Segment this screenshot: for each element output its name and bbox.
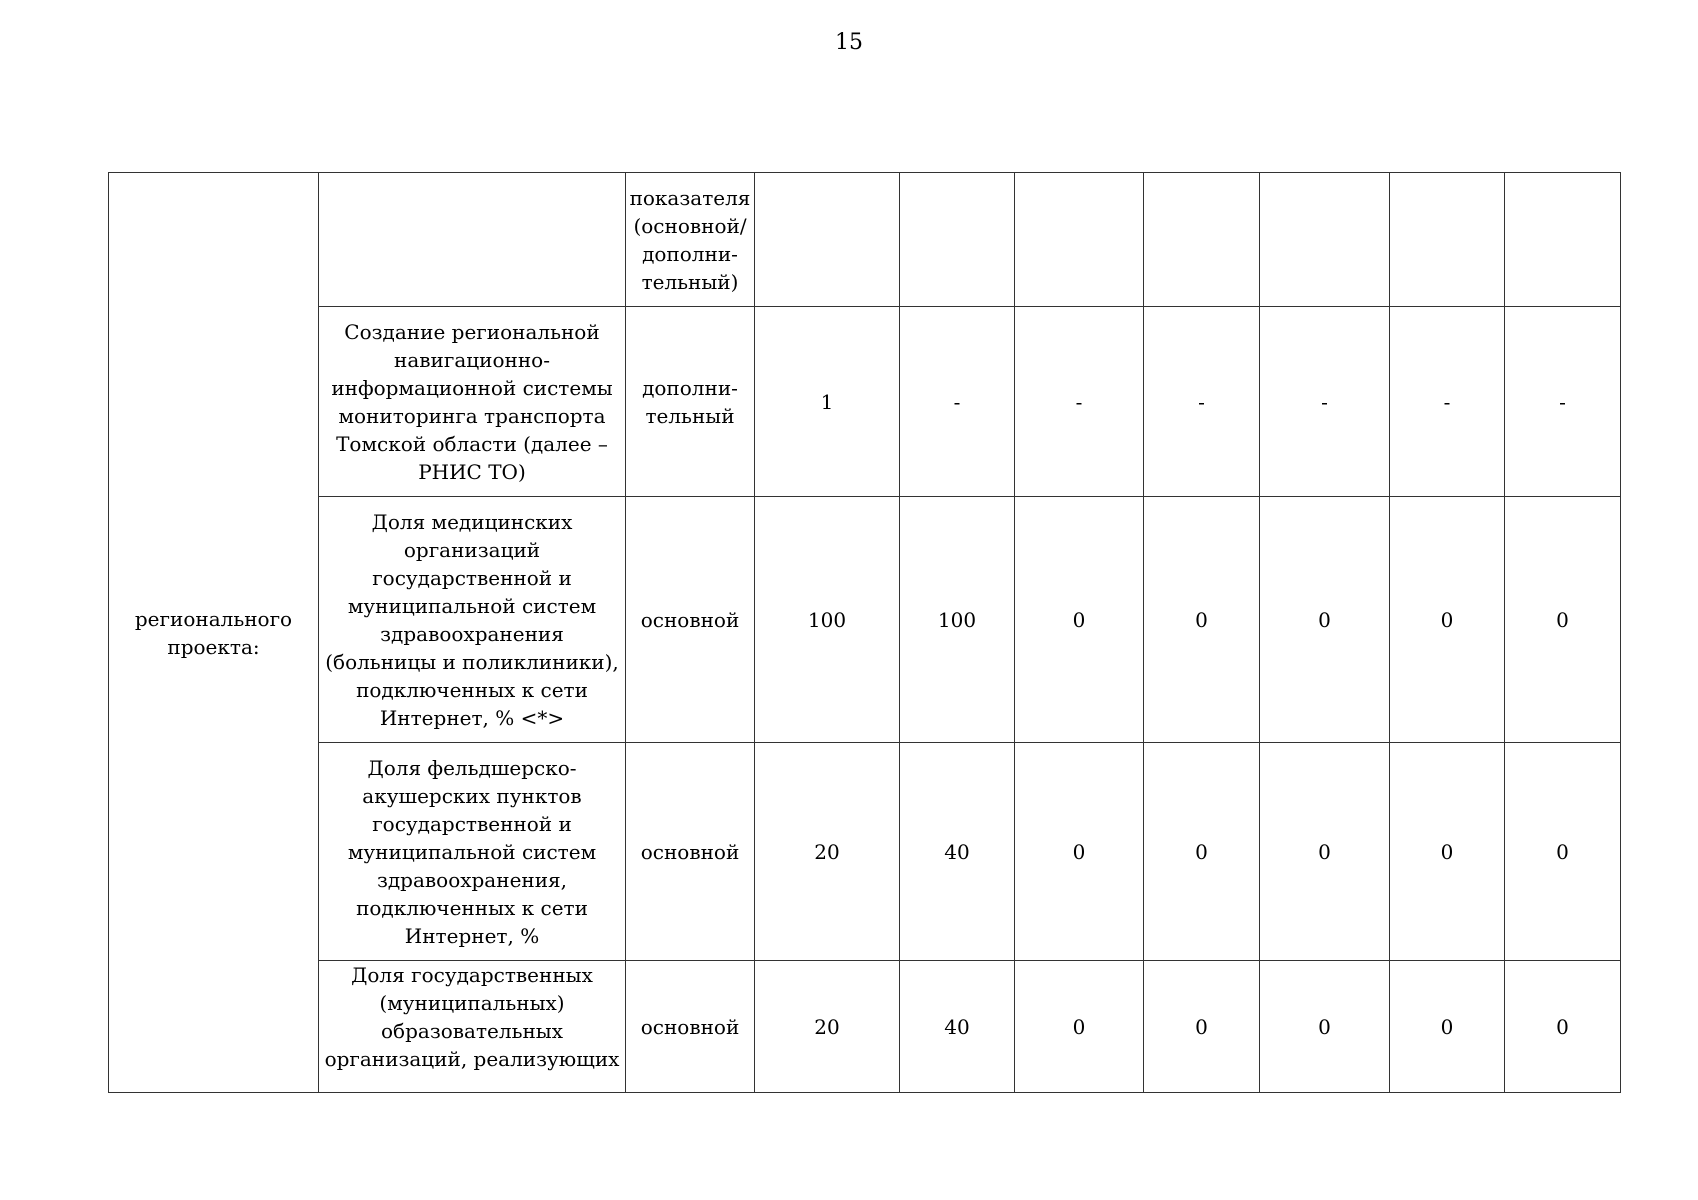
- value-cell: -: [1390, 307, 1505, 497]
- indicator-type-line: основной: [640, 1014, 740, 1039]
- value-cell: 40: [900, 743, 1015, 961]
- header-value-cell: [1015, 173, 1144, 307]
- header-value-cell: [1260, 173, 1390, 307]
- indicator-cell: [319, 497, 626, 743]
- indicator-line: (муниципальных): [379, 991, 565, 1015]
- indicator-line: навигационно-: [394, 347, 550, 372]
- value-cell: -: [1015, 307, 1144, 497]
- indicator-line: акушерских пунктов: [362, 783, 582, 808]
- indicator-cell: [319, 743, 626, 961]
- value-cell: 20: [755, 961, 900, 1093]
- value-cell: 0: [1015, 961, 1144, 1093]
- project-label-cell: [109, 173, 319, 1093]
- indicator-line: информационной системы: [331, 375, 613, 400]
- indicator-line: Создание региональной: [344, 319, 600, 344]
- header-value-cell: [755, 173, 900, 307]
- value-cell: 1: [755, 307, 900, 497]
- indicator-type-cell: [626, 743, 755, 961]
- table-row-header: [109, 173, 1621, 307]
- header-value-cell: [900, 173, 1015, 307]
- value-cell: -: [1260, 307, 1390, 497]
- indicator-cell: [319, 307, 626, 497]
- value-cell: 100: [755, 497, 900, 743]
- indicator-type-line: основной: [640, 607, 740, 632]
- value-cell: 40: [900, 961, 1015, 1093]
- value-cell: 0: [1390, 961, 1505, 1093]
- header-value-cell: [1390, 173, 1505, 307]
- table-row: [109, 307, 1621, 497]
- indicators-table: [108, 172, 1621, 1093]
- header-value-cell: [1144, 173, 1260, 307]
- value-cell: 0: [1260, 497, 1390, 743]
- indicator-line: здравоохранения: [380, 621, 564, 646]
- indicator-line: Интернет, % <*>: [379, 705, 565, 730]
- indicator-line: (больницы и поликлиники),: [325, 649, 619, 674]
- indicator-type-line: дополни-: [642, 375, 738, 400]
- table-row: [109, 743, 1621, 961]
- indicator-line: РНИС ТО): [418, 459, 526, 484]
- value-cell: 0: [1144, 743, 1260, 961]
- value-cell: 20: [755, 743, 900, 961]
- value-cell: 0: [1260, 961, 1390, 1093]
- indicator-type-line: основной: [640, 839, 740, 864]
- header-type-line: тельный): [641, 269, 739, 294]
- value-cell: 100: [900, 497, 1015, 743]
- value-cell: 0: [1260, 743, 1390, 961]
- indicator-line: государственной и: [372, 811, 572, 836]
- value-cell: 0: [1015, 743, 1144, 961]
- header-type-line: (основной/: [633, 213, 747, 238]
- value-cell: 0: [1505, 497, 1621, 743]
- project-label-line: регионального: [134, 606, 293, 631]
- indicator-line: муниципальной систем: [347, 593, 597, 618]
- indicator-type-cell: [626, 307, 755, 497]
- header-type-cell: [626, 173, 755, 307]
- indicator-type-cell: [626, 497, 755, 743]
- table-row: [109, 497, 1621, 743]
- table-row: [109, 961, 1621, 1093]
- header-indicator-cell: [319, 173, 626, 307]
- value-cell: -: [1505, 307, 1621, 497]
- indicator-line: организаций: [403, 537, 541, 562]
- indicator-line: здравоохранения,: [376, 867, 568, 892]
- value-cell: 0: [1505, 743, 1621, 961]
- indicator-line: организаций, реализующих: [324, 1047, 620, 1071]
- header-value-cell: [1505, 173, 1621, 307]
- indicator-line: Томской области (далее –: [336, 431, 608, 456]
- indicator-line: Интернет, %: [404, 923, 540, 948]
- value-cell: 0: [1015, 497, 1144, 743]
- indicator-type-line: тельный: [645, 403, 735, 428]
- indicator-line: муниципальной систем: [347, 839, 597, 864]
- page-number: 15: [835, 30, 863, 55]
- indicator-line: Доля государственных: [351, 963, 593, 987]
- indicator-line: Доля медицинских: [371, 509, 573, 534]
- value-cell: 0: [1390, 743, 1505, 961]
- value-cell: 0: [1390, 497, 1505, 743]
- indicator-cell: [319, 961, 626, 1093]
- indicator-line: образовательных: [381, 1019, 563, 1043]
- indicator-line: подключенных к сети: [356, 895, 588, 920]
- indicator-line: подключенных к сети: [356, 677, 588, 702]
- value-cell: -: [900, 307, 1015, 497]
- project-label-line: проекта:: [167, 634, 260, 659]
- header-type-line: показателя: [629, 185, 751, 210]
- value-cell: -: [1144, 307, 1260, 497]
- indicator-line: мониторинга транспорта: [338, 403, 606, 428]
- header-type-line: дополни-: [642, 241, 738, 266]
- value-cell: 0: [1505, 961, 1621, 1093]
- value-cell: 0: [1144, 961, 1260, 1093]
- indicator-type-cell: [626, 961, 755, 1093]
- indicator-line: государственной и: [372, 565, 572, 590]
- indicator-line: Доля фельдшерско-: [367, 755, 577, 780]
- value-cell: 0: [1144, 497, 1260, 743]
